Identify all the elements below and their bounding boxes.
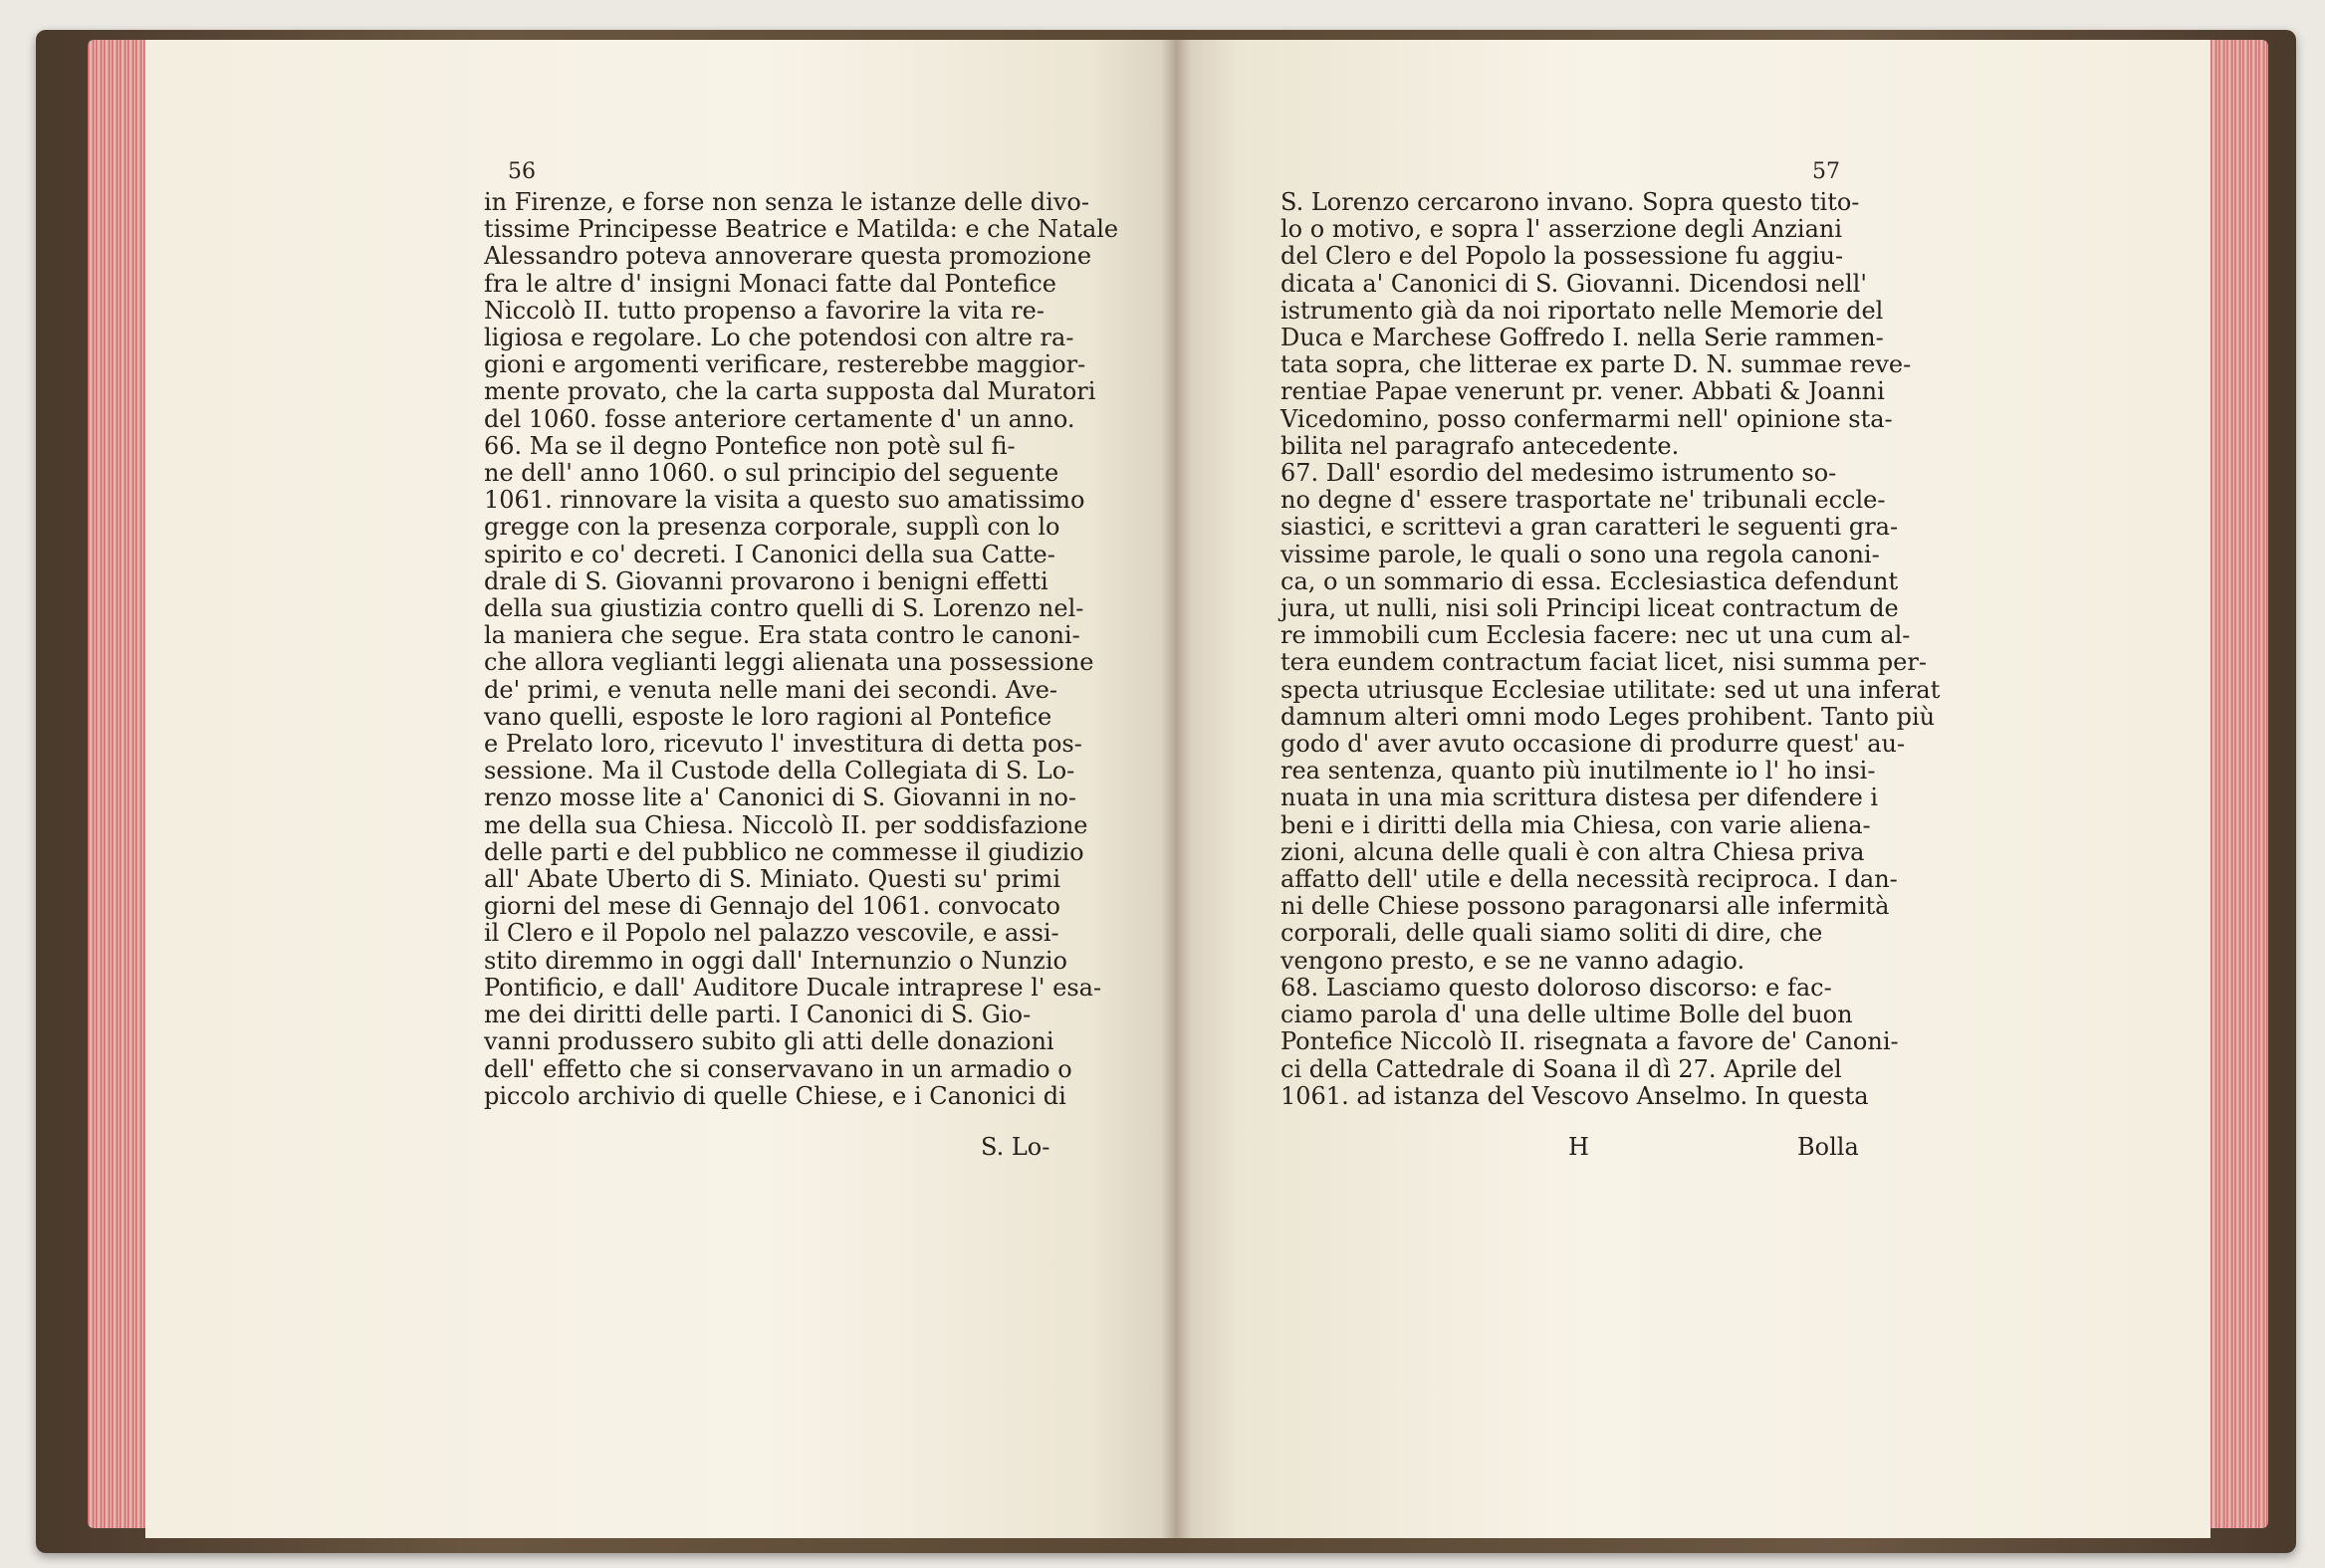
text-line: re immobili cum Ecclesia facere: nec ut una cum al- (1280, 621, 1911, 650)
text-line: gregge con la presenza corporale, supplì con lo (484, 513, 1060, 542)
text-line: dell' effetto che si conservavano in un armadio o (484, 1054, 1072, 1083)
text-line: della sua giustizia contro quelli di S. Lorenzo nel- (484, 594, 1084, 623)
text-line: corporali, delle quali siamo soliti di dire, che (1280, 919, 1823, 948)
text-line: 1061. rinnovare la visita a questo suo amatissimo (484, 486, 1085, 515)
text-line: 1061. ad istanza del Vescovo Anselmo. In questa (1280, 1081, 1869, 1110)
left-page-text (484, 188, 1119, 1110)
text-line: ciamo parola d' una delle ultime Bolle del buon (1280, 1001, 1853, 1029)
text-line: Duca e Marchese Goffredo I. nella Serie rammen- (1280, 324, 1884, 352)
text-line: me dei diritti delle parti. I Canonici di S. Gio- (484, 1001, 1032, 1029)
right-catchword: Bolla (1797, 1133, 1859, 1161)
text-line: ne dell' anno 1060. o sul principio del seguente (484, 459, 1059, 488)
text-line: fra le altre d' insigni Monaci fatte dal Pontefice (484, 269, 1056, 298)
text-line: Pontificio, e dall' Auditore Ducale intraprese l' esa- (484, 973, 1102, 1002)
text-line: la maniera che segue. Era stata contro le canoni- (484, 621, 1080, 650)
text-line: siastici, e scrittevi a gran caratteri le seguenti gra- (1280, 513, 1899, 542)
text-line: nuata in una mia scrittura distesa per difendere i (1280, 784, 1879, 812)
right-page-edges (2210, 40, 2268, 1528)
left-page-number: 56 (508, 159, 536, 184)
text-line: me della sua Chiesa. Niccolò II. per soddisfazione (484, 810, 1088, 839)
text-line: bilita nel paragrafo antecedente. (1280, 431, 1680, 460)
text-line: che allora veglianti leggi alienata una possessione (484, 648, 1094, 677)
text-line: 67. Dall' esordio del medesimo istrumento so- (1280, 459, 1837, 488)
signature-mark: H (1568, 1133, 1589, 1161)
text-line: 68. Lasciamo questo doloroso discorso: e fac- (1280, 973, 1832, 1002)
book-gutter (1161, 40, 1191, 1538)
text-line: renzo mosse lite a' Canonici di S. Giovanni in no- (484, 784, 1077, 812)
text-line: dicata a' Canonici di S. Giovanni. Dicendosi nell' (1280, 269, 1867, 298)
text-line: all' Abate Uberto di S. Miniato. Questi su' primi (484, 865, 1061, 894)
text-line: istrumento già da noi riportato nelle Memorie del (1280, 296, 1884, 325)
text-line: Vicedomino, posso confermarmi nell' opinione sta- (1280, 404, 1893, 433)
left-page-edges (88, 40, 145, 1528)
text-line: affatto dell' utile e della necessità reciproca. I dan- (1280, 865, 1898, 894)
text-line: piccolo archivio di quelle Chiese, e i Canonici di (484, 1081, 1066, 1110)
text-line: giorni del mese di Gennajo del 1061. convocato (484, 892, 1060, 921)
text-line: il Clero e il Popolo nel palazzo vescovile, e assi- (484, 919, 1059, 948)
text-line: Pontefice Niccolò II. risegnata a favore de' Canoni- (1280, 1027, 1899, 1056)
text-line: godo d' aver avuto occasione di produrre quest' au- (1280, 730, 1906, 759)
text-line: de' primi, e venuta nelle mani dei secondi. Ave- (484, 675, 1058, 704)
text-line: 66. Ma se il degno Pontefice non potè sul fi- (484, 431, 1016, 460)
text-line: delle parti e del pubblico ne commesse il giudizio (484, 837, 1084, 866)
left-catchword: S. Lo- (981, 1133, 1050, 1161)
text-line: del Clero e del Popolo la possessione fu aggiu- (1280, 242, 1844, 271)
text-line: specta utriusque Ecclesiae utilitate: sed ut una inferat (1280, 675, 1941, 704)
text-line: ligiosa e regolare. Lo che potendosi con altre ra- (484, 324, 1074, 352)
text-line: mente provato, che la carta supposta dal Muratori (484, 377, 1096, 406)
text-line: vanni produssero subito gli atti delle donazioni (484, 1027, 1054, 1056)
text-line: lo o motivo, e sopra l' asserzione degli Anziani (1280, 215, 1843, 244)
text-line: no degne d' essere trasportate ne' tribunali eccle- (1280, 486, 1886, 515)
text-line: drale di S. Giovanni provarono i benigni effetti (484, 566, 1048, 595)
text-line: rentiae Papae venerunt pr. vener. Abbati & Joanni (1280, 377, 1885, 406)
text-line: vissime parole, le quali o sono una regola canoni- (1280, 540, 1880, 568)
text-line: gioni e argomenti verificare, resterebbe maggior- (484, 350, 1086, 379)
text-line: jura, ut nulli, nisi soli Principi liceat contractum de (1280, 594, 1899, 623)
text-line: tissime Principesse Beatrice e Matilda: e che Natale (484, 215, 1119, 244)
text-line: tera eundem contractum faciat licet, nisi summa per- (1280, 648, 1927, 677)
right-page-text (1280, 188, 1941, 1110)
text-line: Alessandro poteva annoverare questa promozione (484, 242, 1092, 271)
text-line: beni e i diritti della mia Chiesa, con varie aliena- (1280, 810, 1871, 839)
text-line: ni delle Chiese possono paragonarsi alle infermità (1280, 892, 1890, 921)
text-line: Niccolò II. tutto propenso a favorire la vita re- (484, 296, 1045, 325)
right-page-number: 57 (1812, 159, 1840, 184)
text-line: del 1060. fosse anteriore certamente d' un anno. (484, 404, 1075, 433)
text-line: rea sentenza, quanto più inutilmente io l' ho insi- (1280, 757, 1876, 785)
text-line: damnum alteri omni modo Leges prohibent. Tanto più (1280, 702, 1936, 731)
text-line: vano quelli, esposte le loro ragioni al Pontefice (484, 702, 1052, 731)
text-line: spirito e co' decreti. I Canonici della sua Catte- (484, 540, 1055, 568)
text-line: tata sopra, che litterae ex parte D. N. summae reve- (1280, 350, 1912, 379)
text-line: e Prelato loro, ricevuto l' investitura di detta pos- (484, 730, 1082, 759)
text-line: sessione. Ma il Custode della Collegiata di S. Lo- (484, 757, 1075, 785)
text-line: zioni, alcuna delle quali è con altra Chiesa priva (1280, 837, 1865, 866)
text-line: ci della Cattedrale di Soana il dì 27. Aprile del (1280, 1054, 1842, 1083)
text-line: S. Lorenzo cercarono invano. Sopra questo tito- (1280, 188, 1860, 216)
text-line: in Firenze, e forse non senza le istanze delle divo- (484, 188, 1089, 216)
text-line: ca, o un sommario di essa. Ecclesiastica defendunt (1280, 566, 1899, 595)
text-line: stito diremmo in oggi dall' Internunzio o Nunzio (484, 946, 1067, 975)
text-line: vengono presto, e se ne vanno adagio. (1280, 946, 1745, 975)
